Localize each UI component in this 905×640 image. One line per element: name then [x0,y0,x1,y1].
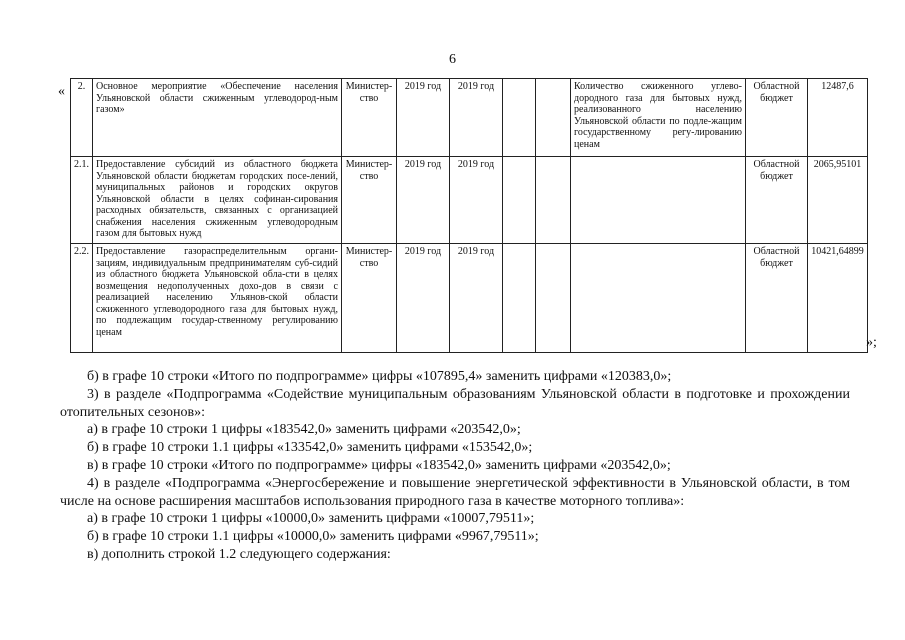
funding-source: Областной бюджет [746,157,808,244]
executor: Министер-ство [342,157,397,244]
row-number: 2.1. [71,157,93,244]
end-year: 2019 год [450,79,503,157]
amount: 10421,64899 [808,244,868,353]
paragraph: в) дополнить строкой 1.2 следующего содержания: [87,546,391,562]
empty-cell [536,79,571,157]
executor: Министер-ство [342,79,397,157]
page-number: 6 [449,52,456,67]
start-year: 2019 год [397,157,450,244]
paragraph: б) в графе 10 строки 1.1 цифры «133542,0» заменить цифрами «153542,0»; [87,440,533,456]
measure-name: Предоставление субсидий из областного бюджета Ульяновской области бюджетам городских посе-лений, муниципальных районов и городских округов Ульяновской области в целях софинан-сирования расходных обязательств, связанных с организацией снабжения населения сжиженным углеводородным газом для бытовых нужд [93,157,342,244]
program-table [70,78,868,353]
measure-name: Предоставление газораспределительным органи-зациям, индивидуальным предпринимателям суб-сидий из областного бюджета Ульяновской обла-сти в целях возмещения недополученных дохо-дов в связи с реализацией населению Ульянов-ской области сжиженного углеводородного газа для бытовых нужд, по подлежащим государ-ственному регулированию ценам [93,244,342,353]
paragraph: а) в графе 10 строки 1 цифры «10000,0» заменить цифрами «10007,79511»; [87,511,535,527]
closing-quote: »; [866,335,877,350]
table-row [71,157,868,244]
empty-cell [503,244,536,353]
amount: 12487,6 [808,79,868,157]
opening-quote: « [58,84,65,99]
amendment-text [60,368,850,564]
funding-source: Областной бюджет [746,79,808,157]
indicator: Количество сжиженного углево-дородного газа для бытовых нужд, реализованного населению Ульяновской области по подле-жащим государственному регу-лированию ценам [571,79,746,157]
paragraph: а) в графе 10 строки 1 цифры «183542,0» заменить цифрами «203542,0»; [87,422,521,438]
executor: Министер-ство [342,244,397,353]
paragraph: 3) в разделе «Подпрограмма «Содействие муниципальным образованиям Ульяновской области в подготовке и прохождении отопительных сезонов»: [60,386,850,420]
paragraph: 4) в разделе «Подпрограмма «Энергосбережение и повышение энергетической эффективности в Ульяновской области, в том числе на основе расширения масштабов использования природного газа в качестве моторного топлива»: [60,475,850,509]
funding-source: Областной бюджет [746,244,808,353]
paragraph: в) в графе 10 строки «Итого по подпрограмме» цифры «183542,0» заменить цифрами «203542,0»; [87,457,671,473]
end-year: 2019 год [450,244,503,353]
start-year: 2019 год [397,244,450,353]
amount: 2065,95101 [808,157,868,244]
paragraph: б) в графе 10 строки «Итого по подпрограмме» цифры «107895,4» заменить цифрами «120383,0»; [87,369,672,384]
row-number: 2.2. [71,244,93,353]
end-year: 2019 год [450,157,503,244]
start-year: 2019 год [397,79,450,157]
paragraph: б) в графе 10 строки 1.1 цифры «10000,0» заменить цифрами «9967,79511»; [87,529,539,545]
empty-cell [536,157,571,244]
indicator [571,157,746,244]
row-number: 2. [71,79,93,157]
measure-name: Основное мероприятие «Обеспечение населения Ульяновской области сжиженным углеводород-ным газом» [93,79,342,157]
table-row [71,244,868,353]
indicator [571,244,746,353]
empty-cell [503,79,536,157]
empty-cell [503,157,536,244]
empty-cell [536,244,571,353]
table-row [71,79,868,157]
